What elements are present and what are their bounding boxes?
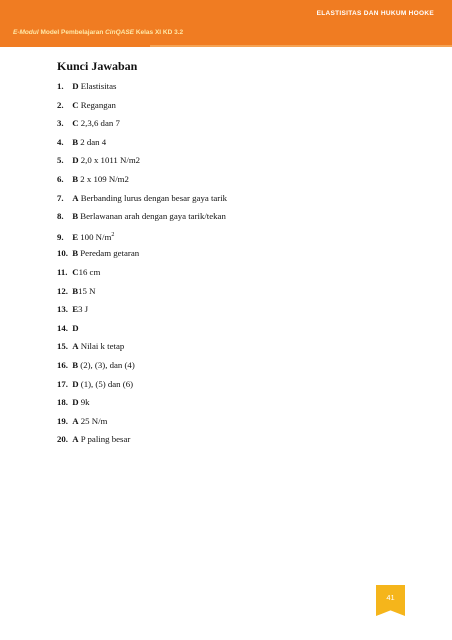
answer-text [79,118,120,128]
answer-superscript: 2 [111,231,115,238]
answer-text-body: Berlawanan arah dengan gaya tarik/tekan [78,211,226,222]
answer-key: D [72,378,79,389]
answer-item [57,337,227,356]
module-prefix: E-Modul [13,29,39,36]
answer-number: 6. [57,173,64,184]
answer-text [79,267,101,277]
answer-number: 12. [57,285,68,296]
answer-text [78,248,139,258]
page-number: 41 [386,593,395,602]
answer-text [79,81,117,91]
answer-text-body: Elastisitas [78,81,117,91]
answer-item [57,412,227,431]
answer-text-body: 2 dan 4 [78,136,107,147]
answer-key: C [72,99,79,110]
answer-text-body: Regangan [78,99,116,110]
answer-key: A [72,415,79,426]
answer-text-body: 9k [78,397,90,408]
answer-key: E [72,304,79,315]
answer-number: 2. [57,99,64,110]
answer-text [78,286,95,296]
answer-text [79,193,228,203]
answer-text [78,211,226,221]
answer-text-body: 15 N [78,285,96,296]
answer-key: B [72,136,79,147]
answer-number: 11. [57,266,68,277]
answer-key: D [72,397,79,408]
answer-key: D [72,81,79,91]
answer-item [57,263,227,282]
answer-text-body: (1), (5) dan (6) [78,378,134,389]
answer-text-body: 2,3,6 dan 7 [78,118,120,129]
answer-item [57,300,227,319]
answer-key: B [72,359,79,370]
answer-text [78,174,129,184]
answer-key: E [72,231,79,242]
answer-key: D [72,322,79,333]
answer-item [57,207,227,226]
header-rule [150,45,452,47]
answer-text [78,137,106,147]
answer-text [79,434,131,444]
answer-item [57,282,227,301]
answer-key: B [72,173,79,184]
answer-text [78,304,88,314]
answer-key: C [72,266,79,277]
answer-text-body: 16 cm [78,266,101,277]
answer-number: 15. [57,341,68,352]
answer-number: 10. [57,248,68,259]
answer-item [57,189,227,208]
answer-text-body: 25 N/m [78,415,108,426]
answer-item [57,114,227,133]
answer-item [57,375,227,394]
answer-item [57,151,227,170]
answer-key: A [72,192,79,203]
answer-item [57,133,227,152]
answer-item [57,77,227,96]
answer-text-body: P paling besar [78,434,131,445]
answer-text-body: 2,0 x 1011 N/m2 [78,155,141,166]
answer-key: B [72,211,79,222]
answer-number: 3. [57,118,64,129]
answer-key: D [72,155,79,166]
answer-key: A [72,341,79,352]
answer-number: 19. [57,415,68,426]
answer-text [78,232,114,242]
answer-key: C [72,118,79,129]
answer-text-body: 2 x 109 N/m2 [78,173,129,184]
answer-text-body: 3 J [78,304,89,315]
answer-key: B [72,285,79,296]
answer-number: 14. [57,322,68,333]
answer-item [57,430,227,449]
answer-key: B [72,248,79,259]
answer-number: 5. [57,155,64,166]
module-middle: Model Pembelajaran [38,29,106,36]
answer-number: 16. [57,359,68,370]
answer-number: 17. [57,378,68,389]
answer-item [57,244,227,263]
answer-text [79,155,141,165]
answer-text [79,416,108,426]
answer-item [57,319,227,338]
chapter-title: ELASTISITAS DAN HUKUM HOOKE [316,10,434,17]
answer-text-body: 100 N/m [78,231,112,242]
answer-list [57,77,227,449]
answer-key: A [72,434,79,445]
answer-number: 18. [57,397,68,408]
answer-number: 20. [57,434,68,445]
answer-number: 13. [57,304,68,315]
module-suffix: Kelas XI KD 3.2 [134,29,184,36]
answer-number: 1. [57,81,64,91]
answer-text [78,360,135,370]
answer-number: 9. [57,231,64,242]
answer-text [79,397,90,407]
module-model: CinQASE [105,29,135,36]
answer-text [79,341,125,351]
answer-text-body: (2), (3), dan (4) [78,359,135,370]
answer-text [79,379,133,389]
answer-text-body: Peredam getaran [78,248,140,259]
answer-item [57,96,227,115]
module-title [13,29,183,36]
answer-number: 8. [57,211,64,222]
answer-item [57,226,227,245]
answer-item [57,170,227,189]
answer-text-body: Berbanding lurus dengan besar gaya tarik [78,192,228,203]
answer-text [79,100,116,110]
answer-text-body: Nilai k tetap [78,341,125,352]
page-title: Kunci Jawaban [57,59,138,73]
answer-item [57,393,227,412]
answer-number: 4. [57,136,64,147]
answer-item [57,356,227,375]
header-band [0,0,452,47]
answer-number: 7. [57,192,64,203]
